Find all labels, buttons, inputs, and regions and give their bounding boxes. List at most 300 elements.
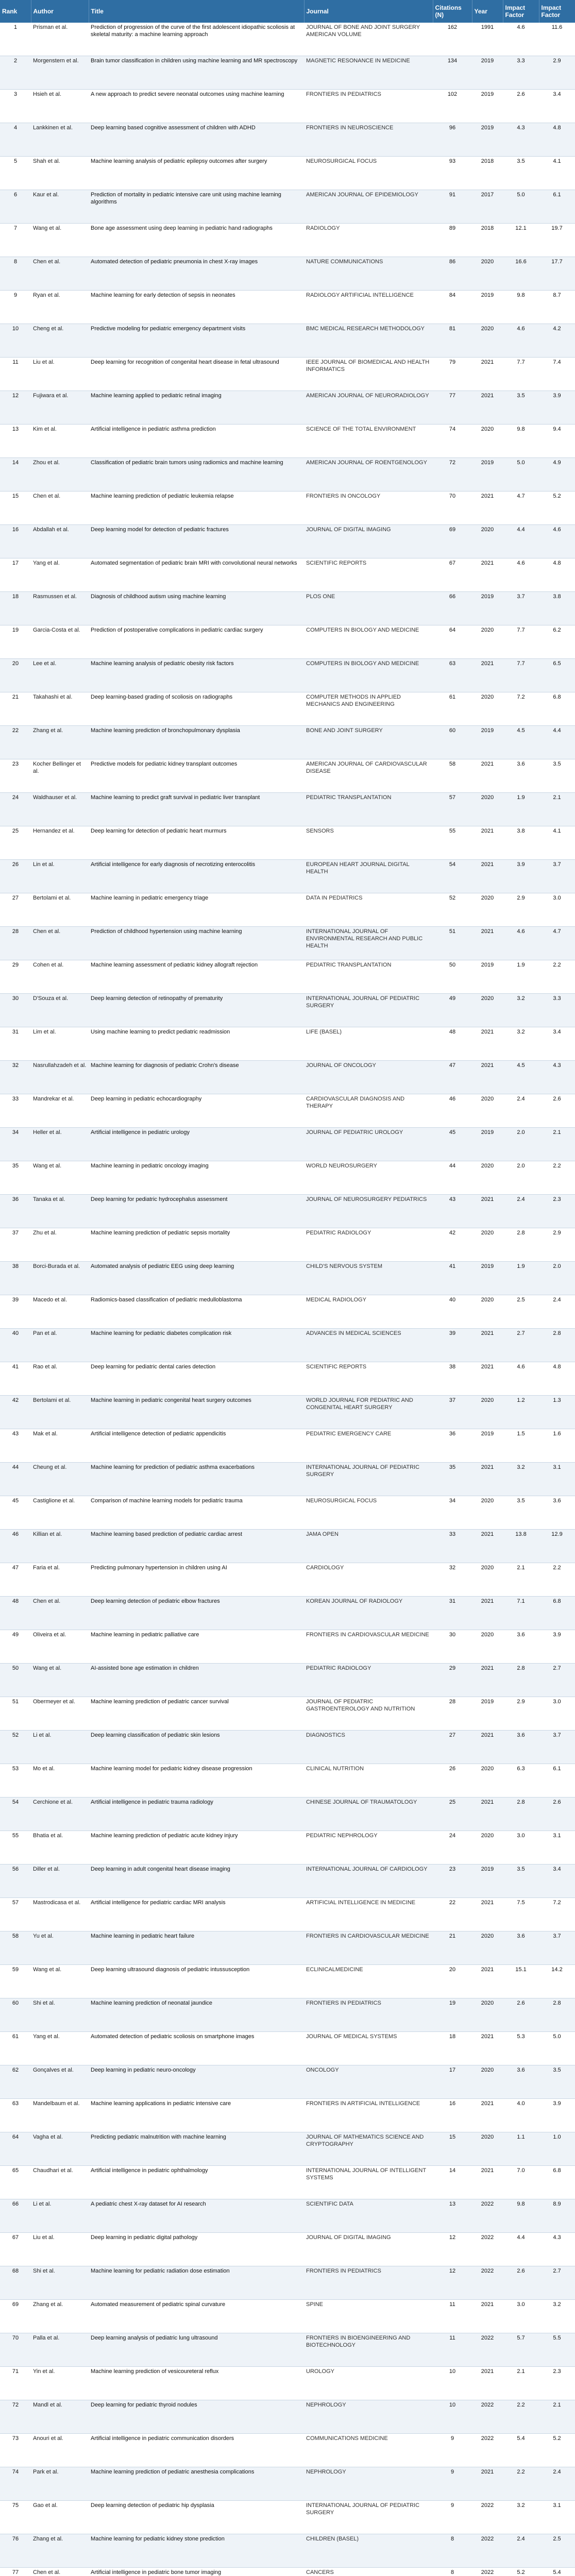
cell-citations: 93 <box>433 157 472 190</box>
cell-year: 2022 <box>472 2534 503 2568</box>
cell-journal: FRONTIERS IN ARTIFICIAL INTELLIGENCE <box>304 2099 433 2132</box>
cell-journal: JOURNAL OF MATHEMATICS SCIENCE AND CRYPTOGRAPHY <box>304 2132 433 2166</box>
cell-author: Tanaka et al. <box>31 1195 89 1228</box>
cell-year: 2021 <box>472 2467 503 2501</box>
cell-title: Artificial intelligence detection of pediatric appendicitis <box>89 1429 304 1463</box>
table-row <box>0 23 575 56</box>
cell-impact-factor: 4.3 <box>503 123 539 157</box>
cell-impact-factor-2: 3.1 <box>539 1831 575 1865</box>
cell-rank: 26 <box>0 860 31 893</box>
cell-journal: JAMA OPEN <box>304 1530 433 1563</box>
cell-citations: 19 <box>433 1998 472 2032</box>
cell-impact-factor: 2.4 <box>503 1195 539 1228</box>
cell-citations: 27 <box>433 1731 472 1764</box>
cell-rank: 19 <box>0 625 31 659</box>
cell-title: Machine learning prediction of neonatal jaundice <box>89 1998 304 2032</box>
cell-impact-factor-2: 2.1 <box>539 793 575 826</box>
cell-impact-factor: 3.8 <box>503 826 539 860</box>
cell-year: 2022 <box>472 2266 503 2300</box>
cell-impact-factor: 4.4 <box>503 525 539 558</box>
cell-year: 2021 <box>472 1362 503 1396</box>
column-header-impact-factor: Impact Factor <box>503 0 539 23</box>
cell-impact-factor-2: 5.2 <box>539 492 575 525</box>
cell-journal: RADIOLOGY <box>304 224 433 257</box>
cell-citations: 55 <box>433 826 472 860</box>
cell-author: Anouri et al. <box>31 2434 89 2467</box>
cell-author: Kim et al. <box>31 425 89 458</box>
cell-title: Deep learning for recognition of congenital heart disease in fetal ultrasound <box>89 358 304 391</box>
cell-journal: KOREAN JOURNAL OF RADIOLOGY <box>304 1597 433 1630</box>
table-row <box>0 1262 575 1295</box>
cell-journal: PLOS ONE <box>304 592 433 625</box>
cell-title: Prediction of childhood hypertension using machine learning <box>89 927 304 960</box>
cell-title: Automated analysis of pediatric EEG using deep learning <box>89 1262 304 1295</box>
cell-impact-factor: 13.8 <box>503 1530 539 1563</box>
cell-journal: LIFE (BASEL) <box>304 1027 433 1061</box>
cell-author: Zhang et al. <box>31 726 89 759</box>
cell-rank: 31 <box>0 1027 31 1061</box>
cell-author: Mandelbaum et al. <box>31 2099 89 2132</box>
cell-author: Li et al. <box>31 1731 89 1764</box>
cell-title: Deep learning in pediatric neuro-oncology <box>89 2065 304 2099</box>
cell-title: Deep learning in pediatric digital pathology <box>89 2233 304 2266</box>
cell-title: Deep learning detection of retinopathy of prematurity <box>89 994 304 1027</box>
cell-impact-factor: 5.2 <box>503 2568 539 2576</box>
cell-rank: 49 <box>0 1630 31 1664</box>
cell-impact-factor: 3.6 <box>503 1630 539 1664</box>
cell-citations: 61 <box>433 692 472 726</box>
cell-year: 2019 <box>472 1865 503 1898</box>
cell-author: Wang et al. <box>31 224 89 257</box>
table-row <box>0 2501 575 2534</box>
cell-impact-factor: 1.2 <box>503 1396 539 1429</box>
table-row <box>0 1128 575 1161</box>
cell-author: Takahashi et al. <box>31 692 89 726</box>
cell-impact-factor: 9.8 <box>503 2199 539 2233</box>
cell-impact-factor-2: 7.2 <box>539 1898 575 1931</box>
cell-author: Prisman et al. <box>31 23 89 56</box>
cell-journal: WORLD NEUROSURGERY <box>304 1161 433 1195</box>
cell-impact-factor-2: 4.1 <box>539 157 575 190</box>
cell-journal: INTERNATIONAL JOURNAL OF ENVIRONMENTAL RESEARCH AND PUBLIC HEALTH <box>304 927 433 960</box>
cell-citations: 134 <box>433 56 472 90</box>
cell-rank: 42 <box>0 1396 31 1429</box>
cell-impact-factor-2: 2.9 <box>539 56 575 90</box>
cell-year: 2020 <box>472 1396 503 1429</box>
cell-impact-factor-2: 1.6 <box>539 1429 575 1463</box>
cell-impact-factor-2: 2.7 <box>539 2266 575 2300</box>
cell-rank: 40 <box>0 1329 31 1362</box>
cell-journal: RADIOLOGY ARTIFICIAL INTELLIGENCE <box>304 291 433 324</box>
cell-author: Kaur et al. <box>31 190 89 224</box>
cell-impact-factor-2: 6.8 <box>539 692 575 726</box>
cell-citations: 72 <box>433 458 472 492</box>
cell-citations: 10 <box>433 2400 472 2434</box>
cell-rank: 62 <box>0 2065 31 2099</box>
column-header-author: Author <box>31 0 89 23</box>
cell-author: Borci-Burada et al. <box>31 1262 89 1295</box>
cell-title: Artificial intelligence in pediatric trauma radiology <box>89 1798 304 1831</box>
cell-journal: CANCERS <box>304 2568 433 2576</box>
cell-year: 2020 <box>472 692 503 726</box>
cell-title: Machine learning for pediatric radiation dose estimation <box>89 2266 304 2300</box>
cell-rank: 67 <box>0 2233 31 2266</box>
cell-impact-factor: 4.5 <box>503 726 539 759</box>
cell-impact-factor-2: 3.7 <box>539 1731 575 1764</box>
cell-author: Mo et al. <box>31 1764 89 1798</box>
table-row <box>0 860 575 893</box>
cell-title: Deep learning in pediatric echocardiography <box>89 1094 304 1128</box>
cell-year: 2021 <box>472 2367 503 2400</box>
cell-rank: 12 <box>0 391 31 425</box>
cell-impact-factor-2: 2.8 <box>539 1998 575 2032</box>
cell-citations: 50 <box>433 960 472 994</box>
cell-journal: JOURNAL OF MEDICAL SYSTEMS <box>304 2032 433 2065</box>
cell-author: Gao et al. <box>31 2501 89 2534</box>
cell-title: Artificial intelligence for pediatric cardiac MRI analysis <box>89 1898 304 1931</box>
cell-citations: 18 <box>433 2032 472 2065</box>
cell-citations: 79 <box>433 358 472 391</box>
cell-title: Deep learning for pediatric hydrocephalus assessment <box>89 1195 304 1228</box>
cell-title: Diagnosis of childhood autism using machine learning <box>89 592 304 625</box>
cell-impact-factor-2: 8.7 <box>539 291 575 324</box>
cell-year: 2020 <box>472 793 503 826</box>
cell-title: Classification of pediatric brain tumors using radiomics and machine learning <box>89 458 304 492</box>
cell-citations: 24 <box>433 1831 472 1865</box>
cell-year: 2020 <box>472 1563 503 1597</box>
cell-title: Machine learning based prediction of pediatric cardiac arrest <box>89 1530 304 1563</box>
cell-rank: 20 <box>0 659 31 692</box>
cell-rank: 15 <box>0 492 31 525</box>
cell-year: 2018 <box>472 157 503 190</box>
cell-title: Artificial intelligence for early diagnosis of necrotizing enterocolitis <box>89 860 304 893</box>
cell-year: 2021 <box>472 391 503 425</box>
cell-impact-factor: 3.6 <box>503 2065 539 2099</box>
cell-impact-factor: 4.7 <box>503 492 539 525</box>
cell-citations: 13 <box>433 2199 472 2233</box>
table-row <box>0 826 575 860</box>
cell-rank: 47 <box>0 1563 31 1597</box>
table-row <box>0 1865 575 1898</box>
cell-rank: 27 <box>0 893 31 927</box>
cell-author: Killian et al. <box>31 1530 89 1563</box>
cell-impact-factor-2: 5.2 <box>539 2434 575 2467</box>
cell-author: Li et al. <box>31 2199 89 2233</box>
cell-impact-factor: 3.3 <box>503 56 539 90</box>
cell-year: 2020 <box>472 1998 503 2032</box>
cell-journal: AMERICAN JOURNAL OF CARDIOVASCULAR DISEASE <box>304 759 433 793</box>
cell-journal: MEDICAL RADIOLOGY <box>304 1295 433 1329</box>
cell-author: Chaudhari et al. <box>31 2166 89 2199</box>
cell-journal: COMPUTERS IN BIOLOGY AND MEDICINE <box>304 659 433 692</box>
cell-title: Deep learning for pediatric dental caries detection <box>89 1362 304 1396</box>
cell-impact-factor-2: 1.0 <box>539 2132 575 2166</box>
cell-author: Chen et al. <box>31 927 89 960</box>
cell-year: 2020 <box>472 425 503 458</box>
cell-title: Predictive modeling for pediatric emergency department visits <box>89 324 304 358</box>
cell-impact-factor-2: 2.6 <box>539 1094 575 1128</box>
cell-year: 2020 <box>472 1931 503 1965</box>
cell-impact-factor-2: 14.2 <box>539 1965 575 1998</box>
cell-impact-factor-2: 6.8 <box>539 1597 575 1630</box>
cell-year: 2021 <box>472 1195 503 1228</box>
cell-rank: 34 <box>0 1128 31 1161</box>
cell-journal: CHILD'S NERVOUS SYSTEM <box>304 1262 433 1295</box>
cell-citations: 74 <box>433 425 472 458</box>
cell-year: 2021 <box>472 358 503 391</box>
cell-author: Yang et al. <box>31 2032 89 2065</box>
cell-year: 2020 <box>472 1161 503 1195</box>
cell-title: Prediction of postoperative complications in pediatric cardiac surgery <box>89 625 304 659</box>
cell-author: Hernandez et al. <box>31 826 89 860</box>
cell-impact-factor: 2.8 <box>503 1664 539 1697</box>
cell-year: 2021 <box>472 1798 503 1831</box>
cell-journal: JOURNAL OF ONCOLOGY <box>304 1061 433 1094</box>
cell-impact-factor: 4.4 <box>503 2233 539 2266</box>
cell-journal: SCIENTIFIC DATA <box>304 2199 433 2233</box>
cell-year: 2021 <box>472 1597 503 1630</box>
cell-rank: 55 <box>0 1831 31 1865</box>
cell-citations: 39 <box>433 1329 472 1362</box>
cell-author: Morgenstern et al. <box>31 56 89 90</box>
cell-title: Deep learning for pediatric thyroid nodules <box>89 2400 304 2434</box>
cell-impact-factor: 5.3 <box>503 2032 539 2065</box>
cell-title: Machine learning prediction of pediatric cancer survival <box>89 1697 304 1731</box>
cell-year: 2019 <box>472 123 503 157</box>
cell-rank: 32 <box>0 1061 31 1094</box>
cell-author: Zhu et al. <box>31 1228 89 1262</box>
cell-journal: EUROPEAN HEART JOURNAL DIGITAL HEALTH <box>304 860 433 893</box>
cell-rank: 14 <box>0 458 31 492</box>
cell-impact-factor-2: 4.8 <box>539 1362 575 1396</box>
cell-impact-factor-2: 3.7 <box>539 860 575 893</box>
cell-rank: 9 <box>0 291 31 324</box>
cell-citations: 15 <box>433 2132 472 2166</box>
cell-journal: NATURE COMMUNICATIONS <box>304 257 433 291</box>
cell-citations: 12 <box>433 2266 472 2300</box>
table-row <box>0 2534 575 2568</box>
cell-impact-factor-2: 4.8 <box>539 558 575 592</box>
table-body <box>0 23 575 2576</box>
cell-journal: SCIENTIFIC REPORTS <box>304 1362 433 1396</box>
cell-year: 2021 <box>472 1898 503 1931</box>
cell-impact-factor: 15.1 <box>503 1965 539 1998</box>
cell-author: Bertolami et al. <box>31 1396 89 1429</box>
cell-author: Fujiwara et al. <box>31 391 89 425</box>
cell-citations: 52 <box>433 893 472 927</box>
cell-rank: 4 <box>0 123 31 157</box>
cell-citations: 11 <box>433 2300 472 2333</box>
cell-year: 2017 <box>472 190 503 224</box>
table-row <box>0 1396 575 1429</box>
cell-rank: 58 <box>0 1931 31 1965</box>
table-row <box>0 2032 575 2065</box>
cell-citations: 102 <box>433 90 472 123</box>
cell-year: 2019 <box>472 291 503 324</box>
cell-rank: 29 <box>0 960 31 994</box>
cell-year: 2021 <box>472 1061 503 1094</box>
cell-rank: 72 <box>0 2400 31 2434</box>
cell-impact-factor-2: 3.4 <box>539 1027 575 1061</box>
cell-author: Shi et al. <box>31 2266 89 2300</box>
cell-citations: 46 <box>433 1094 472 1128</box>
cell-journal: BMC MEDICAL RESEARCH METHODOLOGY <box>304 324 433 358</box>
cell-author: Zhang et al. <box>31 2300 89 2333</box>
cell-journal: NEUROSURGICAL FOCUS <box>304 1496 433 1530</box>
cell-author: Liu et al. <box>31 2233 89 2266</box>
cell-impact-factor-2: 2.3 <box>539 2367 575 2400</box>
cell-impact-factor: 1.5 <box>503 1429 539 1463</box>
cell-journal: DIAGNOSTICS <box>304 1731 433 1764</box>
cell-impact-factor-2: 6.5 <box>539 659 575 692</box>
cell-citations: 47 <box>433 1061 472 1094</box>
cell-impact-factor: 4.6 <box>503 927 539 960</box>
cell-journal: INTERNATIONAL JOURNAL OF CARDIOLOGY <box>304 1865 433 1898</box>
cell-rank: 6 <box>0 190 31 224</box>
cell-title: Artificial intelligence in pediatric communication disorders <box>89 2434 304 2467</box>
cell-citations: 23 <box>433 1865 472 1898</box>
cell-impact-factor-2: 4.2 <box>539 324 575 358</box>
cell-title: Deep learning based cognitive assessment of children with ADHD <box>89 123 304 157</box>
cell-citations: 51 <box>433 927 472 960</box>
cell-citations: 30 <box>433 1630 472 1664</box>
table-row <box>0 425 575 458</box>
cell-journal: ARTIFICIAL INTELLIGENCE IN MEDICINE <box>304 1898 433 1931</box>
cell-impact-factor: 1.9 <box>503 1262 539 1295</box>
cell-impact-factor-2: 2.2 <box>539 1161 575 1195</box>
cell-impact-factor: 2.1 <box>503 2367 539 2400</box>
cell-title: Deep learning analysis of pediatric lung ultrasound <box>89 2333 304 2367</box>
cell-author: Chen et al. <box>31 492 89 525</box>
cell-rank: 51 <box>0 1697 31 1731</box>
cell-rank: 11 <box>0 358 31 391</box>
cell-rank: 13 <box>0 425 31 458</box>
cell-citations: 36 <box>433 1429 472 1463</box>
cell-impact-factor-2: 12.9 <box>539 1530 575 1563</box>
cell-journal: JOURNAL OF DIGITAL IMAGING <box>304 525 433 558</box>
cell-year: 2019 <box>472 726 503 759</box>
table-row <box>0 1295 575 1329</box>
cell-rank: 64 <box>0 2132 31 2166</box>
cell-year: 2021 <box>472 927 503 960</box>
cell-rank: 41 <box>0 1362 31 1396</box>
cell-citations: 41 <box>433 1262 472 1295</box>
table-row <box>0 1463 575 1496</box>
cell-impact-factor-2: 2.4 <box>539 2467 575 2501</box>
cell-citations: 77 <box>433 391 472 425</box>
cell-year: 2019 <box>472 1697 503 1731</box>
cell-journal: JOURNAL OF PEDIATRIC UROLOGY <box>304 1128 433 1161</box>
table-row <box>0 2199 575 2233</box>
cell-journal: ECLINICALMEDICINE <box>304 1965 433 1998</box>
cell-impact-factor: 3.2 <box>503 1463 539 1496</box>
cell-impact-factor: 3.0 <box>503 1831 539 1865</box>
cell-journal: PEDIATRIC EMERGENCY CARE <box>304 1429 433 1463</box>
cell-year: 2021 <box>472 659 503 692</box>
cell-author: Bhatia et al. <box>31 1831 89 1865</box>
cell-title: Machine learning assessment of pediatric kidney allograft rejection <box>89 960 304 994</box>
cell-year: 2020 <box>472 525 503 558</box>
cell-impact-factor-2: 2.8 <box>539 1329 575 1362</box>
cell-impact-factor: 9.8 <box>503 291 539 324</box>
cell-title: Machine learning prediction of pediatric anesthesia complications <box>89 2467 304 2501</box>
cell-rank: 3 <box>0 90 31 123</box>
cell-impact-factor: 16.6 <box>503 257 539 291</box>
cell-impact-factor: 2.6 <box>503 2266 539 2300</box>
table-row <box>0 1228 575 1262</box>
cell-title: Prediction of mortality in pediatric intensive care unit using machine learning algorithms <box>89 190 304 224</box>
cell-journal: FRONTIERS IN PEDIATRICS <box>304 2266 433 2300</box>
cell-rank: 21 <box>0 692 31 726</box>
cell-title: Deep learning detection of pediatric hip dysplasia <box>89 2501 304 2534</box>
cell-impact-factor-2: 4.4 <box>539 726 575 759</box>
cell-impact-factor-2: 4.3 <box>539 2233 575 2266</box>
cell-year: 2022 <box>472 2199 503 2233</box>
cell-year: 2021 <box>472 1965 503 1998</box>
cell-year: 2020 <box>472 2065 503 2099</box>
cell-year: 2019 <box>472 56 503 90</box>
cell-title: Machine learning for diagnosis of pediatric Crohn's disease <box>89 1061 304 1094</box>
cell-citations: 17 <box>433 2065 472 2099</box>
cell-citations: 84 <box>433 291 472 324</box>
cell-impact-factor: 2.0 <box>503 1161 539 1195</box>
cell-rank: 38 <box>0 1262 31 1295</box>
cell-impact-factor: 6.3 <box>503 1764 539 1798</box>
cell-author: Chen et al. <box>31 1597 89 1630</box>
cell-author: Wang et al. <box>31 1965 89 1998</box>
cell-journal: AMERICAN JOURNAL OF EPIDEMIOLOGY <box>304 190 433 224</box>
cell-impact-factor-2: 3.2 <box>539 2300 575 2333</box>
cell-rank: 75 <box>0 2501 31 2534</box>
cell-title: Machine learning in pediatric congenital heart surgery outcomes <box>89 1396 304 1429</box>
cell-rank: 28 <box>0 927 31 960</box>
table-row <box>0 2166 575 2199</box>
cell-journal: COMPUTERS IN BIOLOGY AND MEDICINE <box>304 625 433 659</box>
cell-title: Predictive models for pediatric kidney transplant outcomes <box>89 759 304 793</box>
cell-rank: 69 <box>0 2300 31 2333</box>
cell-author: Yin et al. <box>31 2367 89 2400</box>
cell-impact-factor-2: 2.4 <box>539 1295 575 1329</box>
cell-impact-factor: 3.2 <box>503 994 539 1027</box>
table-row <box>0 793 575 826</box>
cell-rank: 33 <box>0 1094 31 1128</box>
cell-rank: 16 <box>0 525 31 558</box>
cell-citations: 38 <box>433 1362 472 1396</box>
cell-impact-factor-2: 3.7 <box>539 1931 575 1965</box>
table-row <box>0 2099 575 2132</box>
cell-author: D'Souza et al. <box>31 994 89 1027</box>
cell-impact-factor-2: 2.1 <box>539 1128 575 1161</box>
cell-year: 2021 <box>472 1463 503 1496</box>
cell-year: 2019 <box>472 458 503 492</box>
cell-citations: 42 <box>433 1228 472 1262</box>
cell-year: 2022 <box>472 2400 503 2434</box>
cell-citations: 25 <box>433 1798 472 1831</box>
cell-rank: 8 <box>0 257 31 291</box>
cell-author: Faria et al. <box>31 1563 89 1597</box>
cell-rank: 25 <box>0 826 31 860</box>
cell-impact-factor-2: 3.0 <box>539 893 575 927</box>
cell-rank: 43 <box>0 1429 31 1463</box>
cell-impact-factor: 7.7 <box>503 625 539 659</box>
cell-impact-factor-2: 3.8 <box>539 592 575 625</box>
table-row <box>0 726 575 759</box>
cell-impact-factor: 7.5 <box>503 1898 539 1931</box>
cell-impact-factor-2: 3.4 <box>539 1865 575 1898</box>
cell-impact-factor-2: 3.3 <box>539 994 575 1027</box>
cell-impact-factor: 2.6 <box>503 1998 539 2032</box>
header-row <box>0 0 575 23</box>
